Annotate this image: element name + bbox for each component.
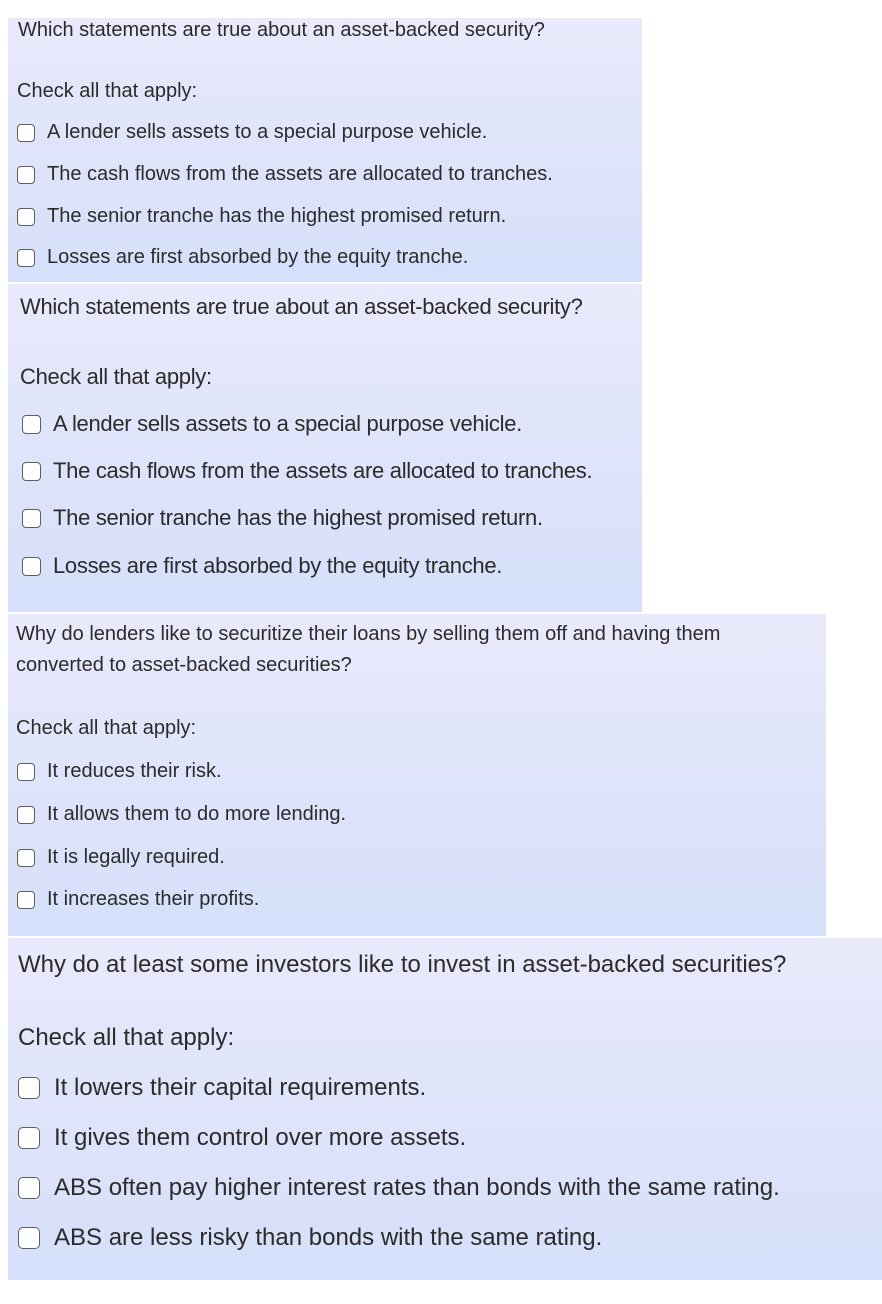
option-1[interactable]	[17, 760, 222, 783]
question-text: Why do at least some investors like to invest in asset-backed securities?	[18, 951, 787, 978]
option-label: Losses are first absorbed by the equity tranche.	[53, 553, 503, 578]
question-panel-2	[8, 284, 642, 612]
option-label: A lender sells assets to a special purpose vehicle.	[47, 121, 488, 143]
question-panel-1	[8, 18, 642, 282]
question-panel-4	[8, 938, 882, 1280]
option-label: It allows them to do more lending.	[47, 803, 347, 825]
question-text-line-2: converted to asset-backed securities?	[16, 654, 352, 676]
option-1[interactable]	[17, 121, 487, 144]
option-label: The senior tranche has the highest promised return.	[53, 505, 543, 530]
option-3[interactable]	[17, 205, 506, 228]
checkbox[interactable]	[17, 763, 35, 781]
instruction-text: Check all that apply:	[20, 364, 212, 389]
instruction-text: Check all that apply:	[17, 80, 198, 102]
option-label: It lowers their capital requirements.	[54, 1074, 427, 1101]
option-label: Losses are first absorbed by the equity tranche.	[47, 246, 469, 268]
question-panel-3	[8, 614, 826, 936]
checkbox[interactable]	[17, 208, 35, 226]
checkbox[interactable]	[22, 509, 41, 528]
option-1[interactable]	[18, 1074, 426, 1102]
option-label: ABS often pay higher interest rates than bonds with the same rating.	[54, 1174, 780, 1201]
option-2[interactable]	[18, 1124, 466, 1152]
option-label: It is legally required.	[47, 846, 225, 868]
checkbox[interactable]	[17, 891, 35, 909]
option-4[interactable]	[18, 1224, 602, 1252]
checkbox[interactable]	[18, 1227, 40, 1249]
option-label: It gives them control over more assets.	[54, 1124, 467, 1151]
option-4[interactable]	[17, 888, 259, 911]
checkbox[interactable]	[17, 806, 35, 824]
option-label: ABS are less risky than bonds with the same rating.	[54, 1224, 603, 1251]
option-label: A lender sells assets to a special purpose vehicle.	[53, 411, 522, 436]
option-label: The cash flows from the assets are allocated to tranches.	[47, 163, 553, 185]
option-3[interactable]	[18, 1174, 780, 1202]
checkbox[interactable]	[17, 166, 35, 184]
instruction-text: Check all that apply:	[16, 717, 197, 739]
checkbox[interactable]	[18, 1127, 40, 1149]
option-label: It reduces their risk.	[47, 760, 222, 782]
option-2[interactable]	[17, 803, 346, 826]
option-label: It increases their profits.	[47, 888, 260, 910]
option-3[interactable]	[22, 505, 543, 531]
checkbox[interactable]	[22, 415, 41, 434]
checkbox[interactable]	[17, 249, 35, 267]
option-2[interactable]	[17, 163, 553, 186]
option-label: The senior tranche has the highest promised return.	[47, 205, 507, 227]
checkbox[interactable]	[17, 849, 35, 867]
checkbox[interactable]	[17, 124, 35, 142]
checkbox[interactable]	[22, 462, 41, 481]
option-label: The cash flows from the assets are allocated to tranches.	[53, 458, 593, 483]
question-text-line-1: Why do lenders like to securitize their loans by selling them off and having them	[16, 623, 721, 645]
option-1[interactable]	[22, 411, 522, 437]
question-text: Which statements are true about an asset-backed security?	[18, 19, 545, 41]
option-2[interactable]	[22, 458, 592, 484]
option-3[interactable]	[17, 846, 225, 869]
option-4[interactable]	[17, 246, 468, 269]
checkbox[interactable]	[18, 1177, 40, 1199]
option-4[interactable]	[22, 553, 502, 579]
instruction-text: Check all that apply:	[18, 1024, 235, 1051]
checkbox[interactable]	[22, 557, 41, 576]
question-text: Which statements are true about an asset-backed security?	[20, 294, 583, 319]
checkbox[interactable]	[18, 1077, 40, 1099]
